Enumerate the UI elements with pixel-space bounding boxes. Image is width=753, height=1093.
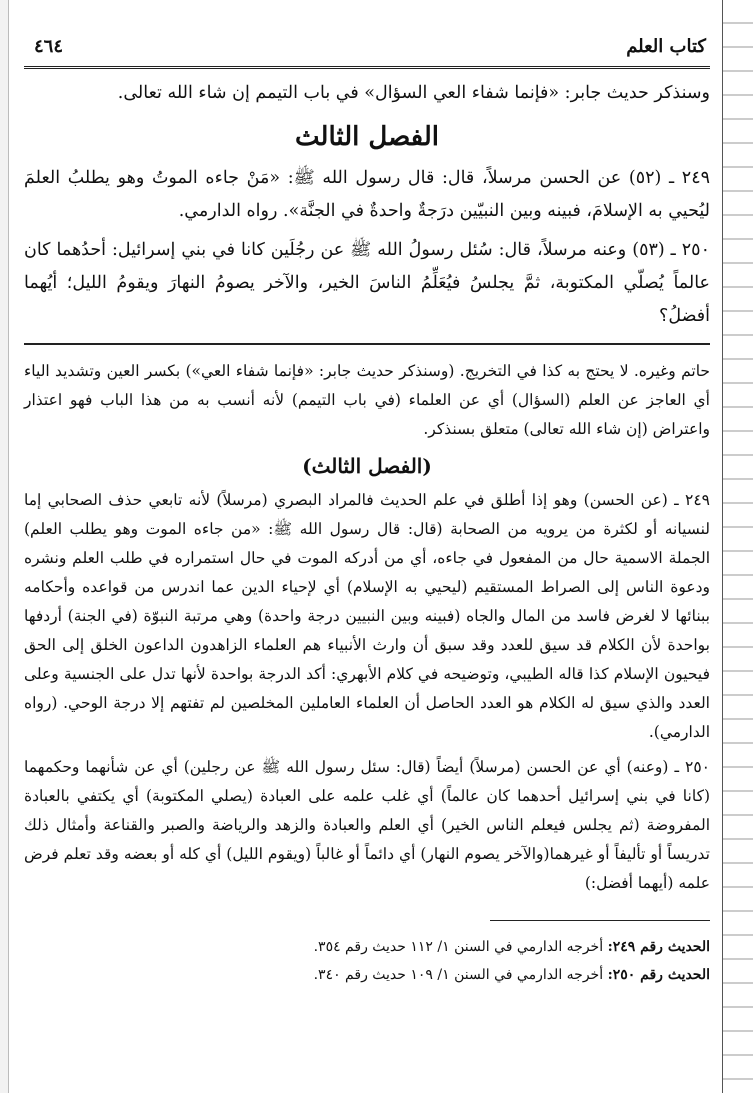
page-number: ٤٦٤ [34, 36, 64, 57]
page-content [24, 30, 710, 989]
running-header [24, 30, 710, 69]
commentary [24, 357, 710, 898]
commentary-249: ٢٤٩ ـ (عن الحسن) وهو إذا أطلق في علم الحديث فالمراد البصري (مرسلاً) لأنه تابعي حذف الصحابي إما لنسيانه أو لكثرة من يرويه من الصحابة (قال: قال رسول الله ﷺ: «من جاءه الموت وهو يطلب العلم) الجملة الاسمية حال من المفعول في جاءه، أي من أدركه الموت في حال استمراره في طلب العلم ونشره ودعوة الناس إلى الصراط المستقيم (ليحيي به الإسلام) أي لإحياء الدين عما اندرس من قواعده وأحكامه ببنائها لا لغرض فاسد من المال والجاه (فبينه وبين النبيين درجة واحدة) وهي مرتبة النبوّة (في الجنة) أردفها بواحدة لأن الكلام قد سيق للعدد وقد سبق أن وارث الأنبياء هم العلماء الزاهدون الداعون الخلق إلى الحق فيحيون الإسلام كذا قاله الطيبي، وتوضيحه في كلام الأبهري: أكد الدرجة بواحدة لأنها تدل على الجنسية وعلى العدد والذي سيق له الكلام هو العدد الحاصل أن العلماء العاملين المخلصين لم تفتهم إلا درجة الوحي. (رواه الدارمي). [24, 491, 710, 741]
text-commentary-divider [24, 343, 710, 345]
footnotes [24, 933, 710, 989]
reference-line: وسنذكر حديث جابر: «فإنما شفاء العي السؤال» في باب التيمم إن شاء الله تعالى. [117, 83, 710, 103]
footnote-item [24, 933, 710, 961]
commentary-250: ٢٥٠ ـ (وعنه) أي عن الحسن (مرسلاً) أيضاً (قال: سئل رسول الله ﷺ عن رجلين) أي عن شأنهما وحكمهما (كانا في بني إسرائيل أحدهما كان عالماً) أي غلب علمه على العبادة (يصلي المكتوبة) أي يكتفي بالعبادة المفروضة (ثم يجلس فيعلم الناس الخير) أي العلم والعبادة والزهد والرياضة والصبر والقناعة وأمثال ذلك تدريساً أو تأليفاً أو غيرهما(والآخر يصوم النهار) أي دائماً أو غالباً (ويقوم الليل) أي كله أو بعضه وقد تعلم فرض علمه (أيهما أفضل:) [24, 758, 710, 892]
footnote-item [24, 961, 710, 989]
commentary-section-title: (الفصل الثالث) [302, 454, 432, 478]
footnote-text: أخرجه الدارمي في السنن ١/ ١٠٩ حديث رقم ٣٤٠. [313, 967, 604, 983]
footnote-divider [490, 920, 710, 921]
hadith-249: ٢٤٩ ـ (٥٢) عن الحسن مرسلاً، قال: قال رسول الله ﷺ: «مَنْ جاءه الموتُ وهو يطلبُ العلمَ ليُحيي به الإسلامَ، فبينه وبين النبيّين درَجةٌ واحدةٌ في الجنَّة». رواه الدارمي. [24, 168, 710, 221]
page-binding-edge [722, 0, 753, 1093]
commentary-intro: حاتم وغيره. لا يحتج به كذا في التخريج. (وسنذكر حديث جابر: «فإنما شفاء العي») بكسر العين وتشديد الياء أي العاجز عن العلم (السؤال) أي عن العلماء (في باب التيمم) لأنه أنسب به من هذا الباب فهو اعتذار واعتراض (إن شاء الله تعالى) متعلق بسنذكر. [24, 362, 710, 438]
footnote-label: الحديث رقم ٢٤٩: [607, 939, 710, 955]
page-left-edge [0, 0, 9, 1093]
section-title: الفصل الثالث [295, 122, 439, 152]
footnote-label: الحديث رقم ٢٥٠: [607, 967, 710, 983]
footnote-text: أخرجه الدارمي في السنن ١/ ١١٢ حديث رقم ٣٥٤. [313, 939, 604, 955]
hadith-250: ٢٥٠ ـ (٥٣) وعنه مرسلاً، قال: سُئل رسولُ الله ﷺ عن رجُلَين كانا في بني إسرائيل: أحدُهما كان عالماً يُصلّي المكتوبة، ثمَّ يجلسُ فيُعَلِّمُ الناسَ الخير، والآخر يصومُ النهارَ ويقومُ الليل؛ أيُهما أفضلُ؟ [24, 240, 710, 326]
book-title: كتاب العلم [626, 36, 706, 57]
